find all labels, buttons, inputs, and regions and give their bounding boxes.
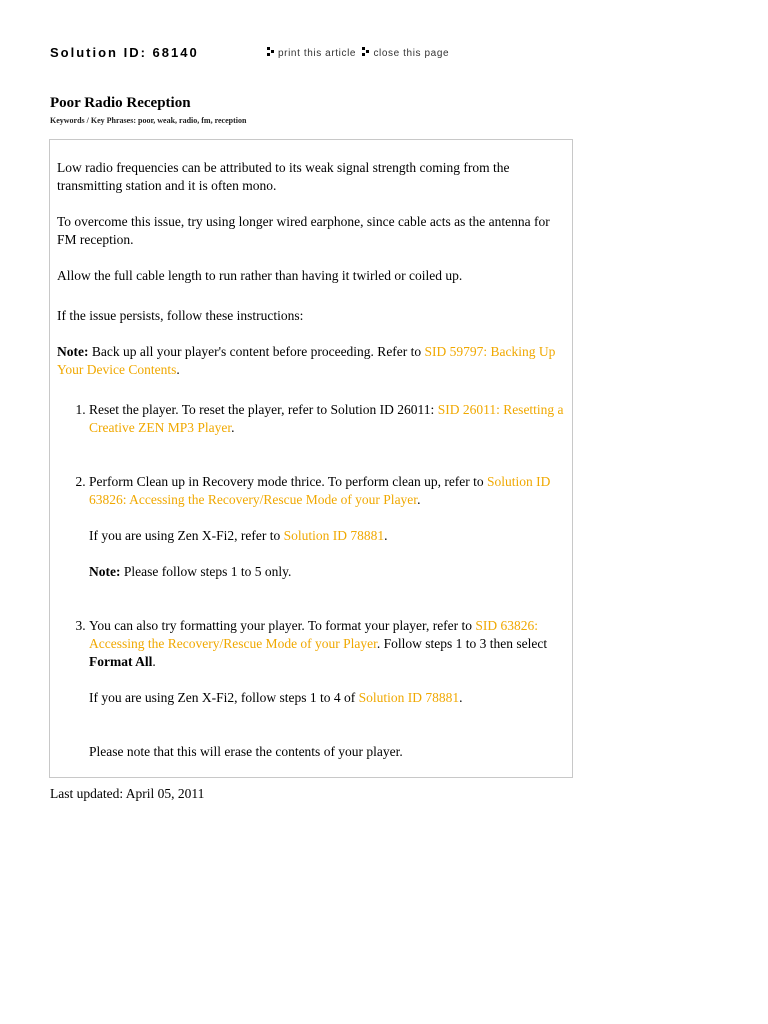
instruction-steps <box>57 401 565 761</box>
step-2-text <box>89 473 565 509</box>
step-3-text <box>89 617 565 671</box>
step-2-note-text: Please follow steps 1 to 5 only. <box>120 564 292 579</box>
paragraph-cable: Allow the full cable length to run rather than having it twirled or coiled up. <box>57 268 463 283</box>
link-solution-78881[interactable]: Solution ID 78881 <box>283 528 385 543</box>
step-3-xfi2-label: If you are using Zen X-Fi2, follow steps 1 to 4 of <box>89 690 359 705</box>
note-end: . <box>176 362 180 377</box>
article-content <box>49 139 573 778</box>
solution-id: Solution ID: 68140 <box>50 45 199 60</box>
step-2-xfi2-end: . <box>384 528 388 543</box>
spacer <box>89 725 565 743</box>
link-solution-78881-step3[interactable]: Solution ID 78881 <box>358 690 460 705</box>
step-1-label: Reset the player. To reset the player, refer to Solution ID 26011: <box>89 402 438 417</box>
step-2-end: . <box>417 492 421 507</box>
spacer <box>89 599 565 617</box>
paragraph-persists: If the issue persists, follow these instructions: <box>57 308 304 323</box>
article-title: Poor Radio Reception <box>50 95 191 111</box>
last-updated: Last updated: April 05, 2011 <box>50 786 205 801</box>
article-keywords: Keywords / Key Phrases: poor, weak, radio, fm, reception <box>50 116 247 125</box>
step-1-end: . <box>231 420 235 435</box>
step-3-warning: Please note that this will erase the contents of your player. <box>89 744 403 759</box>
link-sid-59797[interactable]: SID 59797: Backing Up Your Device Contents <box>57 344 556 377</box>
step-1 <box>89 401 565 473</box>
header-links <box>267 47 452 59</box>
step-3-label: You can also try formatting your player. To format your player, refer to <box>89 618 476 633</box>
bullet-icon <box>362 47 370 57</box>
step-3 <box>89 617 565 761</box>
close-page-link[interactable] <box>362 47 449 59</box>
note-paragraph <box>57 343 565 379</box>
step-2 <box>89 473 565 617</box>
step-2-xfi2-label: If you are using Zen X-Fi2, refer to <box>89 528 284 543</box>
step-1-text <box>89 401 565 437</box>
step-2-xfi2 <box>89 527 565 545</box>
step-3-mid: . Follow steps 1 to 3 then select <box>376 636 548 651</box>
bullet-icon <box>267 47 275 57</box>
paragraph-intro: Low radio frequencies can be attributed to its weak signal strength coming from the transmitting station and it is often mono. <box>57 160 510 193</box>
step-2-label: Perform Clean up in Recovery mode thrice. To perform clean up, refer to <box>89 474 488 489</box>
spacer <box>89 455 565 473</box>
link-solution-63826[interactable]: Solution ID 63826: Accessing the Recovery/Rescue Mode of your Player <box>89 474 551 507</box>
step-2-note <box>89 563 565 581</box>
note-text: Back up all your player's content before proceeding. Refer to <box>88 344 425 359</box>
print-article-label: print this article <box>278 48 357 59</box>
step-3-xfi2 <box>89 689 565 707</box>
link-sid-63826[interactable]: SID 63826: Accessing the Recovery/Rescue Mode of your Player <box>89 618 539 651</box>
print-article-link[interactable] <box>267 47 356 59</box>
note-label: Note: <box>57 344 89 359</box>
page-header <box>50 45 730 63</box>
paragraph-overcome: To overcome this issue, try using longer wired earphone, since cable acts as the antenna for FM reception. <box>57 214 550 247</box>
close-page-label: close this page <box>373 48 450 59</box>
link-sid-26011[interactable]: SID 26011: Resetting a Creative ZEN MP3 Player <box>89 402 564 435</box>
step-2-note-label: Note: <box>89 564 121 579</box>
step-3-end: . <box>152 654 156 669</box>
step-3-xfi2-end: . <box>459 690 463 705</box>
format-all-label: Format All <box>89 654 153 669</box>
